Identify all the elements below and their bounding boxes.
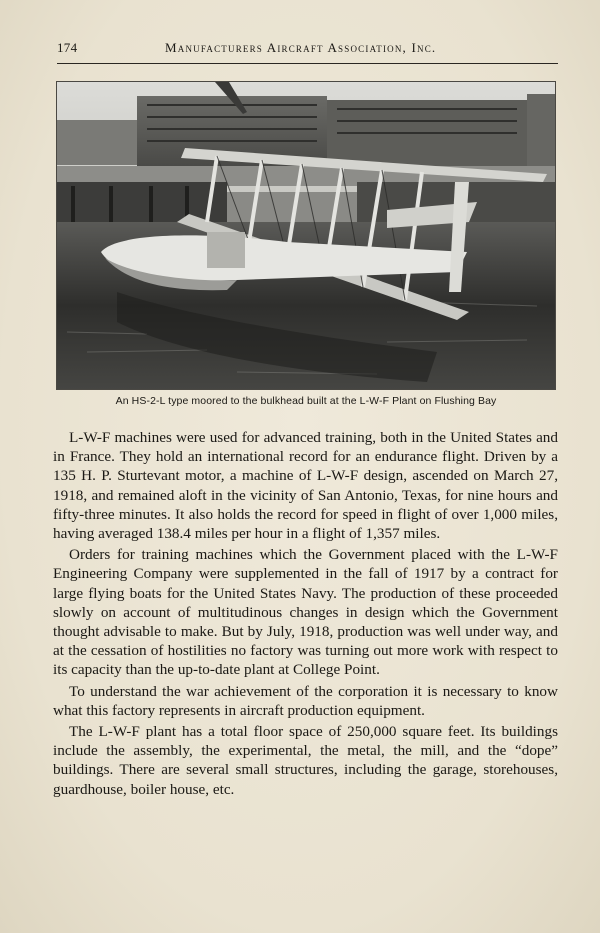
page-number: 174 xyxy=(57,40,78,55)
paragraph: To understand the war achievement of the corporation it is necessary to know what this factory represents in aircraft production equipment. xyxy=(53,682,558,719)
paragraph: Orders for training machines which the Government placed with the L-W-F Engineering Company were supplemented in the fall of 1917 by a contract for large flying boats for the United States Navy. The production of these proceeded slowly on account of multitudinous changes in design which the Government thought advisable to make. But by July, 1918, production was well under way, and at the cessation of hostilities no factory was turning out more work with respect to its capacity than the up-to-date plant at College Point. xyxy=(53,546,558,679)
figure-caption: An HS-2-L type moored to the bulkhead built at the L-W-F Plant on Flushing Bay xyxy=(115,395,497,407)
running-head-title: Manufacturers Aircraft Association, Inc. xyxy=(165,40,437,55)
paragraph: L-W-F machines were used for advanced training, both in the United States and in France. They hold an international record for an endurance flight. Driven by a 135 H. P. Sturtevant motor, a machine of L-W-F design, ascended on March 27, 1918, and remained aloft in the vicinity of San Antonio, Texas, for nine hours and fifty-three minutes. It also holds the record for speed in flight of over 1,000 miles, having averaged 138.4 miles per hour in a flight of 1,357 miles. xyxy=(53,429,558,543)
running-head xyxy=(57,38,557,60)
body-text xyxy=(53,428,558,799)
header-rule xyxy=(57,63,558,64)
paragraph: The L-W-F plant has a total floor space of 250,000 square feet. Its buildings include the assembly, the experimental, the metal, the mill, and the “dope” buildings. There are several small structures, including the garage, storehouses, guardhouse, boiler house, etc. xyxy=(53,723,558,798)
flying-boat-photograph xyxy=(57,82,555,389)
